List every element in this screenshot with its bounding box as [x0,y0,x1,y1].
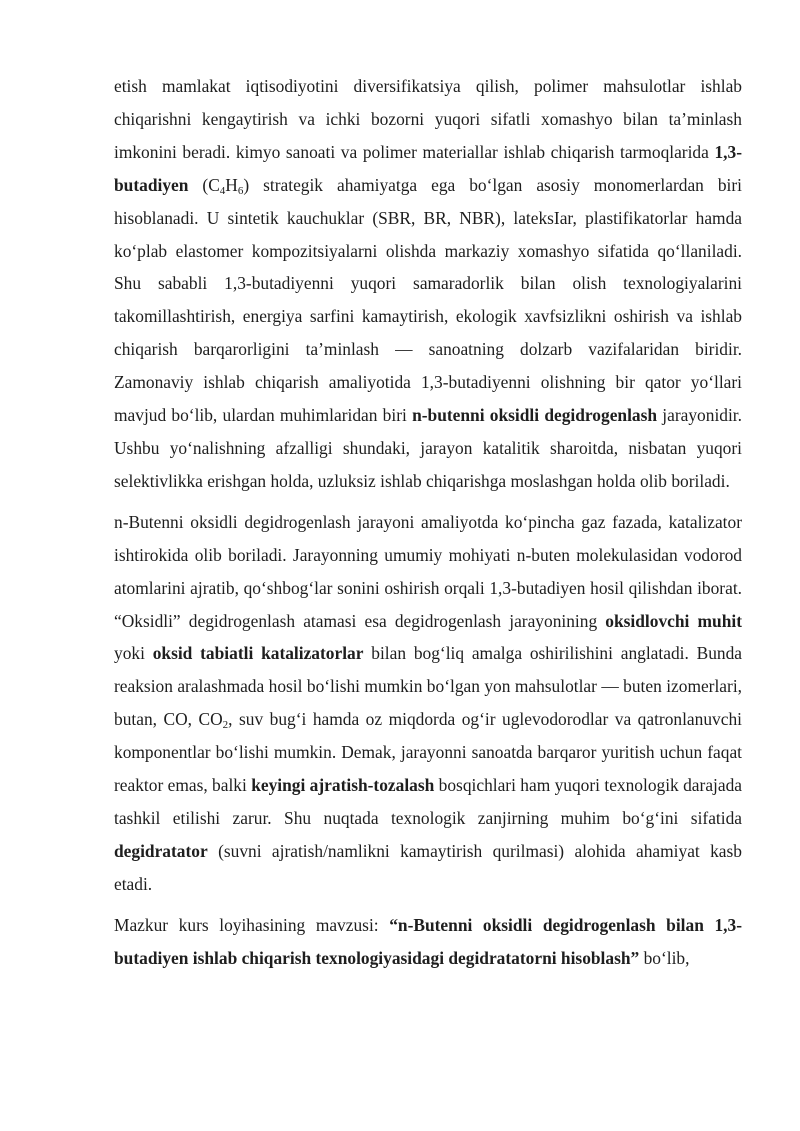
subscript: 6 [237,184,244,197]
bold-term: n-butenni oksidli degidrogenlash [412,405,658,426]
subscript: 4 [219,184,226,197]
bold-term: oksid tabiatli katalizatorlar [152,643,364,664]
paragraph-2 [114,506,742,901]
bold-term: 1,3-butadiyen [114,141,742,195]
bold-term: degidratator [114,840,208,861]
text-run: ) strategik ahamiyatga ega bo‘lgan asosiy monomerlardan biri hisoblanadi. U sintetik kauchuklar (SBR, BR, NBR), lateksIar, plastifikatorlar hamda ko‘plab elastomer kompozitsiyalarni olishda markaziy xomashyo sifatida qo‘llaniladi. Shu sababli 1,3-butadiyenni yuqori samaradorlik bilan olish texnologiyalarini takomillashtirish, energiya sarfini kamaytirish, ekologik xavfsizlikni oshirish va ishlab chiqarish barqarorligini ta’minlash — sanoatning dolzarb vazifalaridan biridir. Zamonaviy ishlab chiqarish amaliyotida 1,3-butadiyenni olishning bir qator yo‘llari mavjud bo‘lib, ulardan muhimlaridan biri [114,174,742,426]
text-run: jarayonidir. Ushbu yo‘nalishning afzalligi shundaki, jarayon katalitik sharoitda, nisbatan yuqori selektivlikka erishgan holda, uzluksiz ishlab chiqarishga moslashgan holda olib boriladi. [114,405,742,491]
text-run: (C [188,174,220,195]
text-run: n-Butenni oksidli degidrogenlash jarayoni amaliyotda ko‘pincha gaz fazada, katalizator ishtirokida olib boriladi. Jarayonning umumiy mohiyati n-buten molekulasidan vodorod atomlarini ajratib, qo‘shbog‘lar sonini oshirish orqali 1,3-butadiyen hosil qilishdan iborat. “Oksidli” degidrogenlash atamasi esa degidrogenlash jarayonining [114,511,742,631]
bold-title: “n-Butenni oksidli degidrogenlash bilan 1,3-butadiyen ishlab chiqarish texnologiyasidagi degidratatorni hisoblash” [114,914,742,968]
text-run: etish mamlakat iqtisodiyotini diversifikatsiya qilish, polimer mahsulotlar ishlab chiqarishni kengaytirish va ichki bozorni yuqori sifatli xomashyo bilan ta’minlash imkonini beradi. kimyo sanoati va polimer materiallar ishlab chiqarish tarmoqlarida [114,76,742,162]
text-run: bosqichlari ham yuqori texnologik darajada tashkil etilishi zarur. Shu nuqtada texnologik zanjirning muhim bo‘g‘ini sifatida [114,775,742,828]
text-run: bilan bog‘liq amalga oshirilishini anglatadi. Bunda reaksion aralashmada hosil bo‘lishi mumkin bo‘lgan yon mahsulotlar — buten izomerlari, butan, CO, CO [114,643,743,730]
text-run: yoki [114,643,153,664]
paragraph-3 [114,909,742,975]
paragraph-1 [114,70,742,498]
text-run: (suvni ajratish/namlikni kamaytirish qurilmasi) alohida ahamiyat kasb etadi. [114,840,742,894]
text-run: bo‘lib, [639,947,690,968]
text-run: Mazkur kurs loyihasining mavzusi: [114,914,390,935]
bold-term: keyingi ajratish-tozalash [251,775,435,796]
bold-term: oksidlovchi muhit [605,610,742,631]
document-page [114,70,742,974]
text-run: H [225,174,238,195]
subscript: 2 [222,719,229,732]
text-run: , suv bug‘i hamda oz miqdorda og‘ir uglevodorodlar va qatronlanuvchi komponentlar bo‘lishi mumkin. Demak, jarayonni sanoatda barqaror yuritish uchun faqat reaktor emas, balki [114,709,742,796]
